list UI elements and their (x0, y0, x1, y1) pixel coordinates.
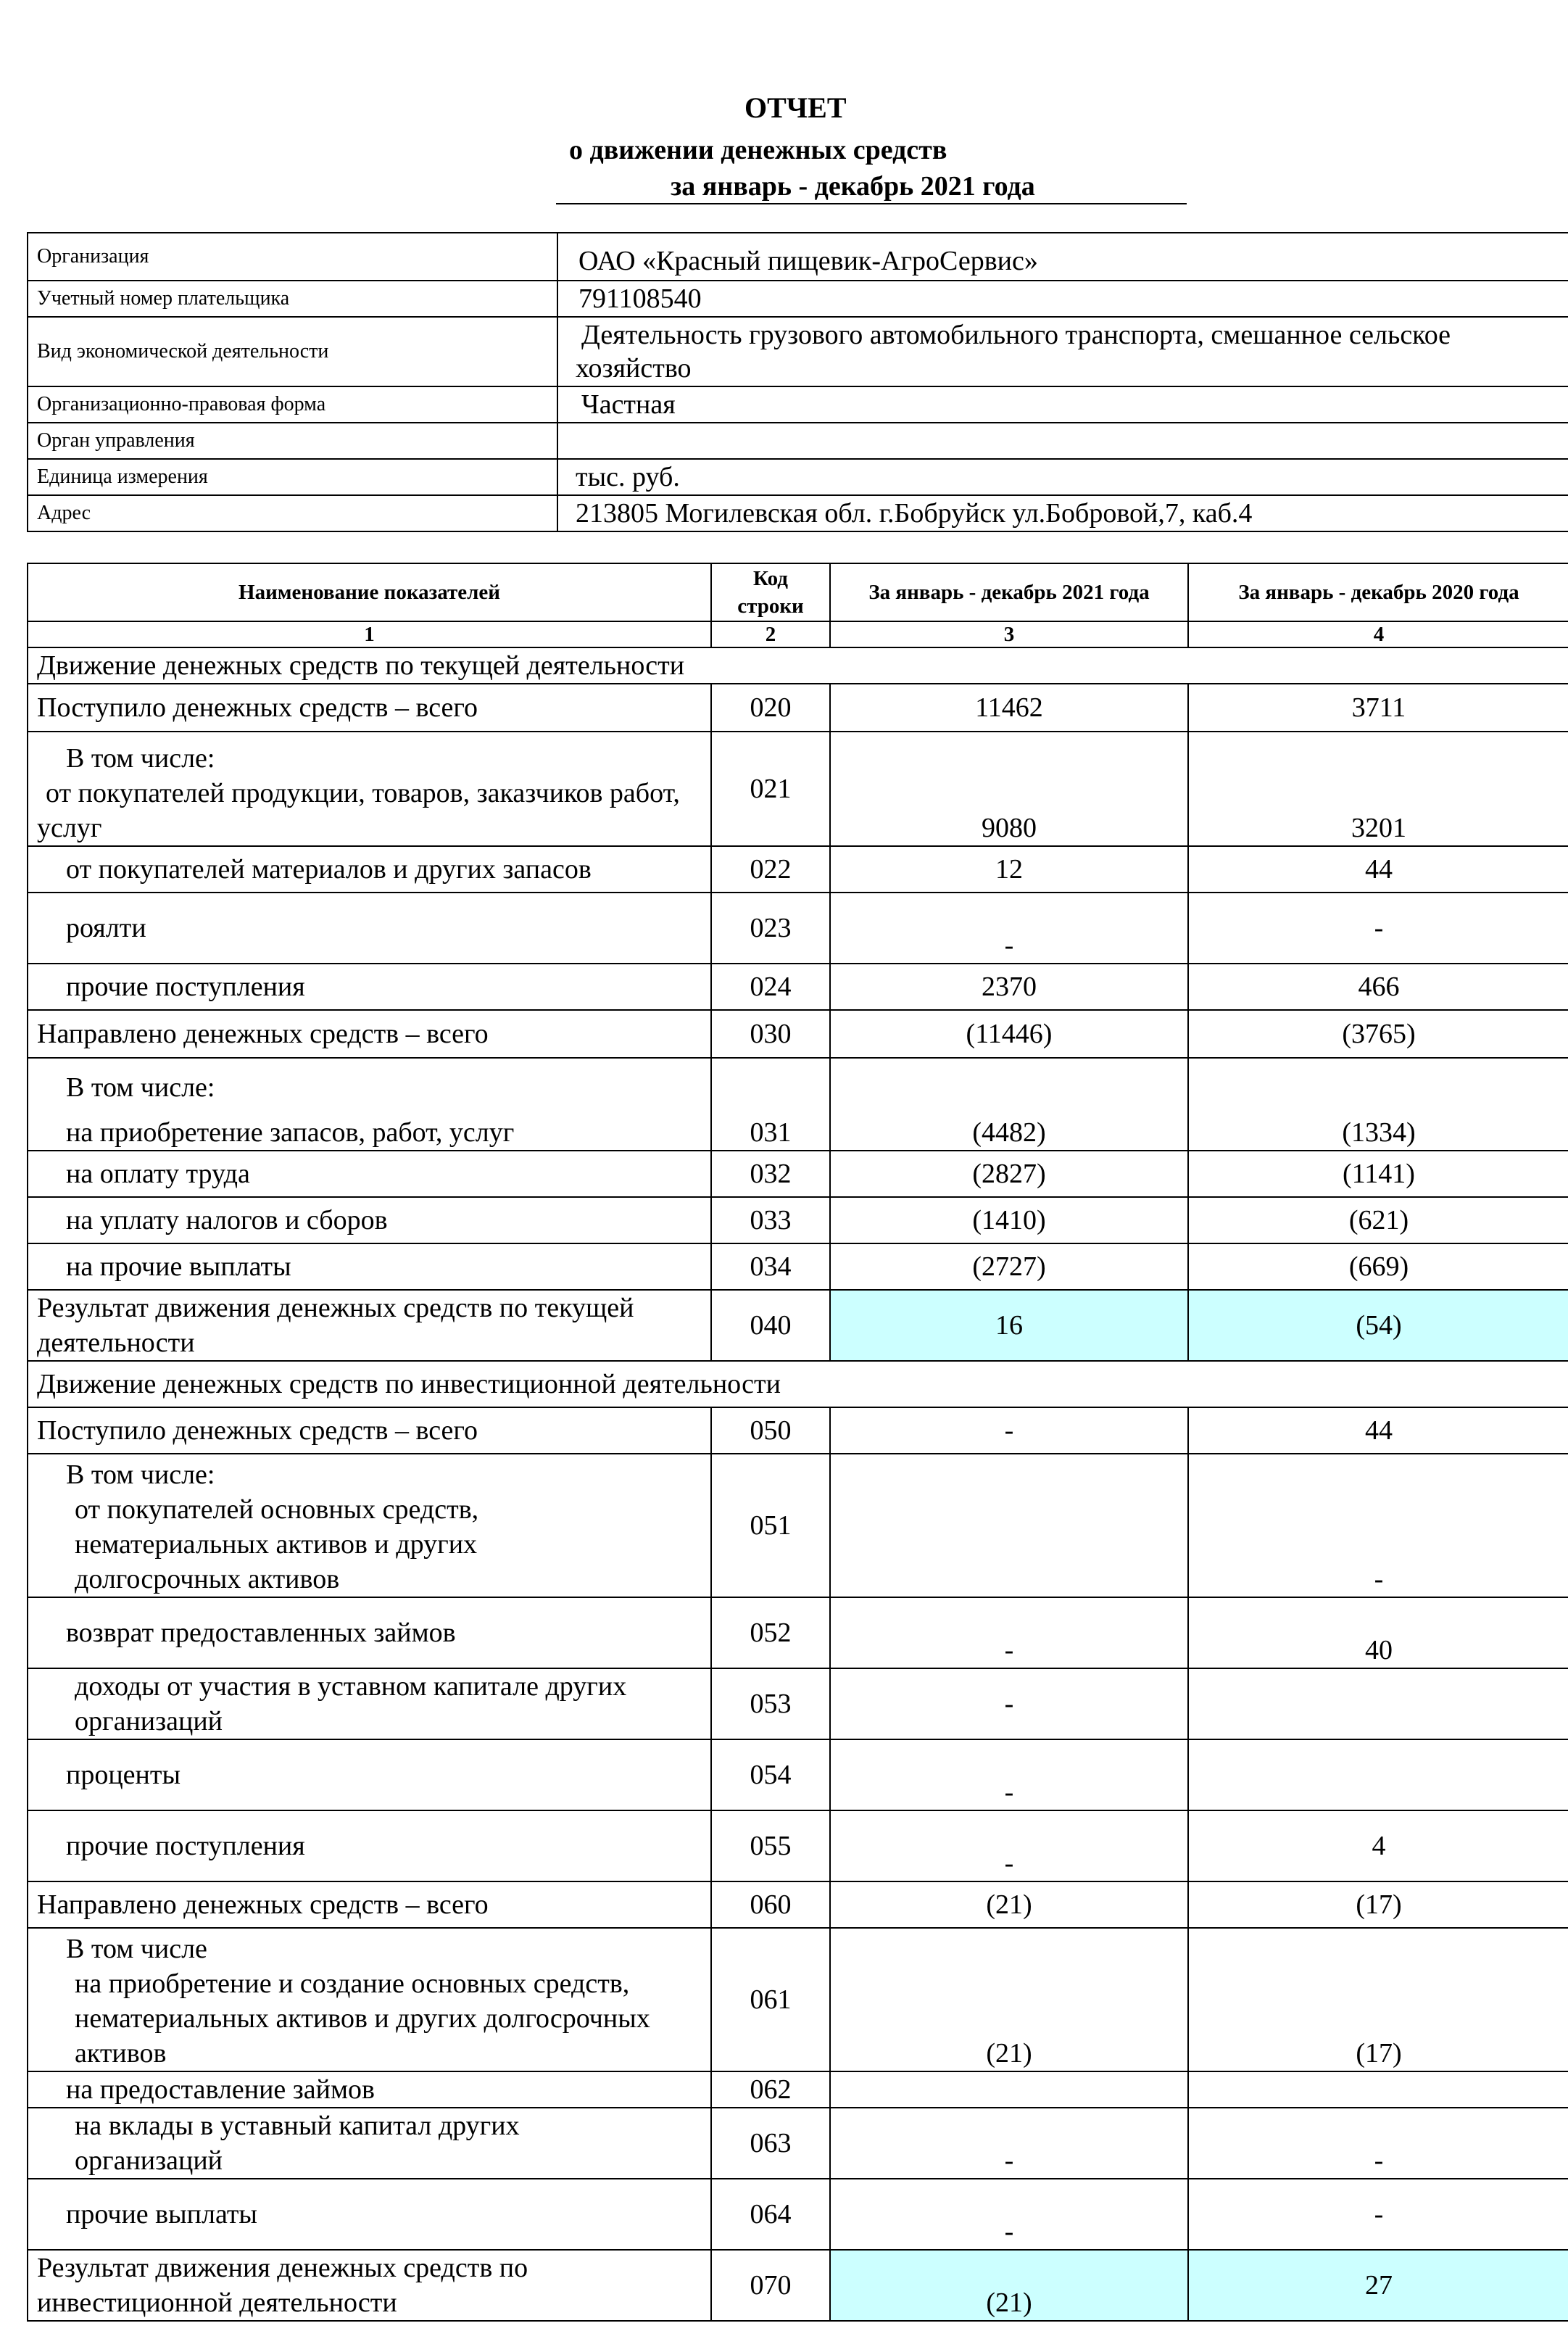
value-2021 (830, 1454, 1188, 1597)
row-name (28, 1454, 711, 1597)
value-2020: 44 (1188, 1407, 1568, 1454)
value-2020: (54) (1188, 1290, 1568, 1361)
header-name: Наименование показателей (28, 563, 711, 621)
table-row (28, 846, 1568, 893)
info-row (28, 459, 1568, 495)
row-code: 063 (711, 2108, 830, 2179)
value-2020: 4 (1188, 1810, 1568, 1881)
value-2020: - (1188, 893, 1568, 964)
title-underline (556, 203, 1187, 204)
row-text: на приобретение запасов, работ, услуг (66, 1117, 515, 1148)
value-2021: 11462 (830, 684, 1188, 732)
header-code: Код строки (711, 563, 830, 621)
value-2020: 27 (1188, 2250, 1568, 2321)
row-code: 052 (711, 1597, 830, 1668)
table-row (28, 1197, 1568, 1243)
table-row (28, 1668, 1568, 1739)
value-2020 (1188, 1668, 1568, 1739)
col-number: 1 (28, 621, 711, 647)
info-value (557, 423, 1568, 459)
info-row (28, 495, 1568, 531)
row-text: прочие поступления (66, 1831, 305, 1861)
value-2020: (621) (1188, 1197, 1568, 1243)
info-label: Единица измерения (28, 459, 557, 495)
row-text: прочие поступления (66, 972, 305, 1002)
row-code: 054 (711, 1739, 830, 1810)
info-value: ОАО «Красный пищевик-АгроСервис» (557, 233, 1568, 281)
section-row (28, 647, 1568, 684)
row-name: Поступило денежных средств – всего (28, 1407, 711, 1454)
value-2021: - (830, 1810, 1188, 1881)
row-code: 064 (711, 2179, 830, 2250)
value-2021: (21) (830, 2250, 1188, 2321)
row-name (28, 1810, 711, 1881)
table-row (28, 1243, 1568, 1290)
row-code: 034 (711, 1243, 830, 1290)
row-code: 070 (711, 2250, 830, 2321)
row-code: 032 (711, 1151, 830, 1197)
value-2021: - (830, 1739, 1188, 1810)
row-code: 033 (711, 1197, 830, 1243)
value-2021: - (830, 1668, 1188, 1739)
table-row (28, 2108, 1568, 2179)
row-prefix: В том числе: (66, 1460, 215, 1490)
col-number: 4 (1188, 621, 1568, 647)
value-2020: 466 (1188, 964, 1568, 1010)
table-row (28, 1058, 1568, 1151)
table-row (28, 1151, 1568, 1197)
table-row (28, 1739, 1568, 1810)
table-row (28, 684, 1568, 732)
table-row (28, 1928, 1568, 2071)
row-name (28, 893, 711, 964)
table-row (28, 2179, 1568, 2250)
section-row (28, 1361, 1568, 1407)
value-2021: (4482) (830, 1058, 1188, 1151)
row-name (28, 964, 711, 1010)
row-code: 040 (711, 1290, 830, 1361)
info-row (28, 423, 1568, 459)
value-2021: (1410) (830, 1197, 1188, 1243)
table-row (28, 1407, 1568, 1454)
row-code: 020 (711, 684, 830, 732)
row-text: от покупателей основных средств, нематериальных активов и других долгосрочных активов (75, 1494, 479, 1594)
row-name (28, 846, 711, 893)
table-row (28, 732, 1568, 846)
value-2021: - (830, 2108, 1188, 2179)
row-name: Результат движения денежных средств по инвестиционной деятельности (28, 2250, 711, 2321)
value-2021: - (830, 1597, 1188, 1668)
info-value: Частная (557, 386, 1568, 423)
row-name (28, 1058, 711, 1151)
col-number: 3 (830, 621, 1188, 647)
info-value: Деятельность грузового автомобильного транспорта, смешанное сельское хозяйство (557, 317, 1568, 386)
table-row (28, 964, 1568, 1010)
value-2021: (2827) (830, 1151, 1188, 1197)
row-name (28, 1739, 711, 1810)
row-text: возврат предоставленных займов (66, 1618, 456, 1648)
table-header-row (28, 563, 1568, 621)
row-name (28, 2108, 711, 2179)
row-text: доходы от участия в уставном капитале других организаций (75, 1671, 627, 1736)
info-value: тыс. руб. (557, 459, 1568, 495)
row-code: 060 (711, 1881, 830, 1928)
row-name (28, 1928, 711, 2071)
row-prefix: В том числе (66, 1934, 207, 1964)
info-row (28, 233, 1568, 281)
row-text: на прочие выплаты (66, 1251, 291, 1282)
table-row (28, 1810, 1568, 1881)
row-text: проценты (66, 1760, 181, 1790)
info-label: Адрес (28, 495, 557, 531)
value-2021: - (830, 2179, 1188, 2250)
row-name: Направлено денежных средств – всего (28, 1881, 711, 1928)
value-2021: 9080 (830, 732, 1188, 846)
header-2020: За январь - декабрь 2020 года (1188, 563, 1568, 621)
value-2021 (830, 2071, 1188, 2108)
info-label: Вид экономической деятельности (28, 317, 557, 386)
row-text: на предоставление займов (66, 2074, 375, 2105)
info-row (28, 386, 1568, 423)
value-2020 (1188, 2071, 1568, 2108)
row-name (28, 1197, 711, 1243)
row-code: 051 (711, 1454, 830, 1597)
value-2021: 16 (830, 1290, 1188, 1361)
value-2020: - (1188, 2108, 1568, 2179)
info-label: Учетный номер плательщика (28, 281, 557, 317)
col-number: 2 (711, 621, 830, 647)
cash-flow-table (27, 563, 1568, 2322)
value-2021: (2727) (830, 1243, 1188, 1290)
value-2021: (11446) (830, 1010, 1188, 1058)
value-2020: (1334) (1188, 1058, 1568, 1151)
row-code: 024 (711, 964, 830, 1010)
value-2021: 12 (830, 846, 1188, 893)
row-code: 055 (711, 1810, 830, 1881)
row-name (28, 1597, 711, 1668)
row-name (28, 1151, 711, 1197)
value-2020: - (1188, 2179, 1568, 2250)
value-2021: 2370 (830, 964, 1188, 1010)
section-current-title: Движение денежных средств по текущей деятельности (28, 647, 1568, 684)
row-name (28, 1668, 711, 1739)
table-row (28, 1290, 1568, 1361)
row-name: Поступило денежных средств – всего (28, 684, 711, 732)
value-2020: - (1188, 1454, 1568, 1597)
value-2021: (21) (830, 1928, 1188, 2071)
row-text: от покупателей продукции, товаров, заказчиков работ, услуг (37, 778, 680, 843)
info-row (28, 317, 1568, 386)
info-row (28, 281, 1568, 317)
value-2021: (21) (830, 1881, 1188, 1928)
row-name: Направлено денежных средств – всего (28, 1010, 711, 1058)
value-2020: 3201 (1188, 732, 1568, 846)
organization-info-table (27, 232, 1568, 532)
table-row (28, 1881, 1568, 1928)
title-line-2: о движении денежных средств (569, 135, 947, 165)
row-code: 021 (711, 732, 830, 846)
info-value: 791108540 (557, 281, 1568, 317)
row-text: на оплату труда (66, 1159, 250, 1189)
value-2020: (17) (1188, 1928, 1568, 2071)
row-name (28, 1243, 711, 1290)
section-invest-title: Движение денежных средств по инвестиционной деятельности (28, 1361, 1568, 1407)
row-code: 062 (711, 2071, 830, 2108)
value-2020: (17) (1188, 1881, 1568, 1928)
row-name (28, 2071, 711, 2108)
row-code: 053 (711, 1668, 830, 1739)
row-code: 050 (711, 1407, 830, 1454)
title-line-1: ОТЧЕТ (744, 91, 847, 124)
row-name: Результат движения денежных средств по текущей деятельности (28, 1290, 711, 1361)
value-2020: 44 (1188, 846, 1568, 893)
row-code: 022 (711, 846, 830, 893)
row-text: на приобретение и создание основных средств, нематериальных активов и других долгосрочных активов (75, 1968, 650, 2069)
table-row (28, 1454, 1568, 1597)
row-code: 023 (711, 893, 830, 964)
row-text: прочие выплаты (66, 2199, 257, 2229)
row-name (28, 732, 711, 846)
value-2021: - (830, 893, 1188, 964)
row-text: роялти (66, 913, 146, 943)
table-row (28, 1597, 1568, 1668)
value-2020 (1188, 1739, 1568, 1810)
row-prefix: В том числе: (66, 1072, 215, 1103)
table-row (28, 2071, 1568, 2108)
info-value: 213805 Могилевская обл. г.Бобруйск ул.Бобровой,7, каб.4 (557, 495, 1568, 531)
value-2020: 40 (1188, 1597, 1568, 1668)
info-label: Орган управления (28, 423, 557, 459)
value-2020: (3765) (1188, 1010, 1568, 1058)
row-code: 031 (711, 1058, 830, 1151)
info-label: Организационно-правовая форма (28, 386, 557, 423)
header-2021: За январь - декабрь 2021 года (830, 563, 1188, 621)
column-number-row (28, 621, 1568, 647)
row-text: на вклады в уставный капитал других организаций (75, 2111, 520, 2176)
table-row (28, 1010, 1568, 1058)
value-2020: 3711 (1188, 684, 1568, 732)
row-code: 061 (711, 1928, 830, 2071)
row-code: 030 (711, 1010, 830, 1058)
value-2020: (1141) (1188, 1151, 1568, 1197)
info-label: Организация (28, 233, 557, 281)
value-2020: (669) (1188, 1243, 1568, 1290)
value-2021: - (830, 1407, 1188, 1454)
row-prefix: В том числе: (66, 743, 215, 774)
row-text: на уплату налогов и сборов (66, 1205, 388, 1235)
row-text: от покупателей материалов и других запасов (66, 854, 592, 885)
table-row (28, 2250, 1568, 2321)
table-row (28, 893, 1568, 964)
title-line-3: за январь - декабрь 2021 года (671, 171, 1035, 202)
row-name (28, 2179, 711, 2250)
